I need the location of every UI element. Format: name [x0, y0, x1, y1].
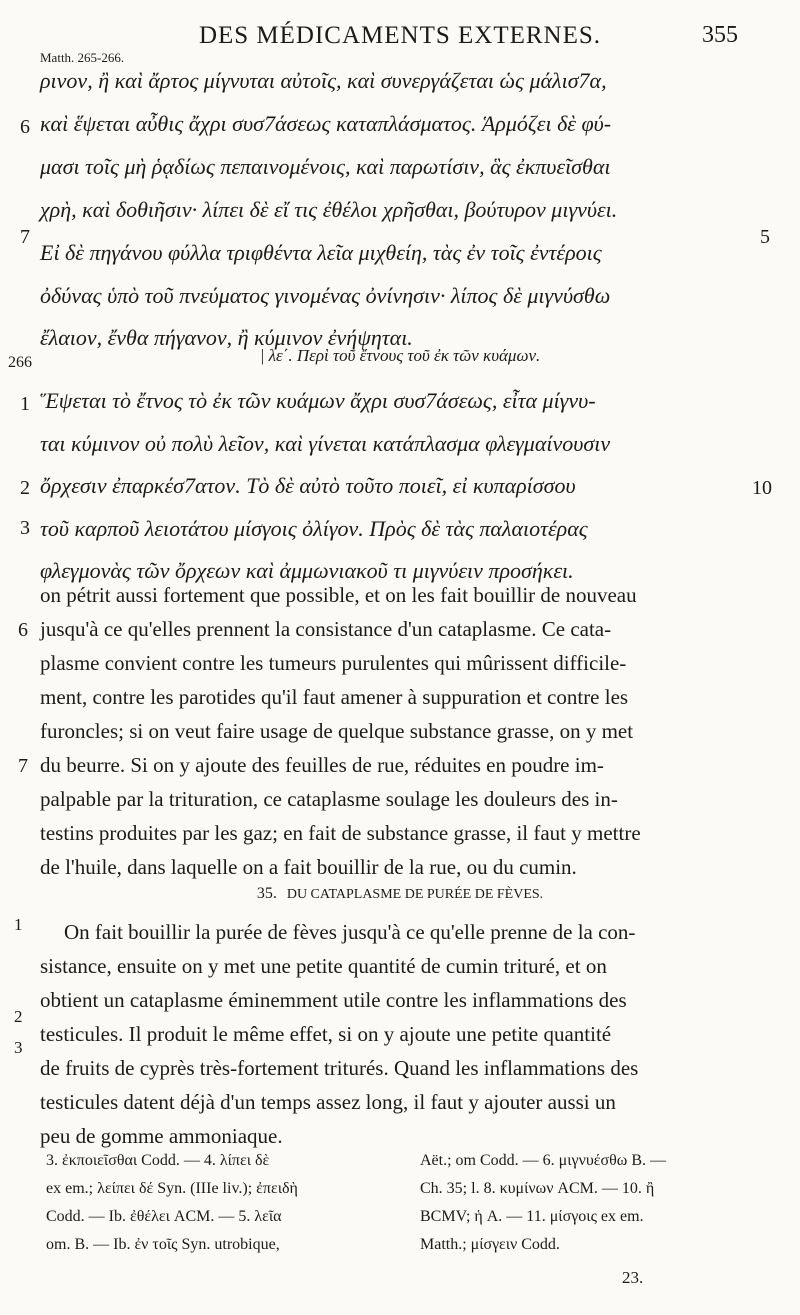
greek-line: Εἰ δὲ πηγάνου φύλλα τριφθέντα λεῖα μιχθείη, τὰς ἐν τοῖς ἐντέροις — [40, 240, 602, 265]
margin-number: 3 — [14, 1038, 23, 1057]
french-line: testicules datent déjà d'un temps assez long, il faut y ajouter aussi un — [40, 1090, 616, 1114]
page-number: 355 — [702, 22, 738, 48]
greek-line: χρὴ, καὶ δοθιῆσιν· λίπει δὲ εἴ τις ἐθέλοι χρῆσθαι, βούτυρον μιγνύει. — [40, 197, 618, 222]
section-title: DU CATAPLASME DE PURÉE DE FÈVES. — [286, 887, 544, 902]
margin-number: 2 — [20, 477, 30, 499]
margin-number: 7 — [20, 226, 30, 248]
greek-line: Ἕψεται τὸ ἔτνος τὸ ἐκ τῶν κυάμων ἄχρι συσ7άσεως, εἶτα μίγνυ- — [40, 388, 596, 413]
french-line: peu de gomme ammoniaque. — [40, 1124, 283, 1148]
french-line: testins produites par les gaz; en fait de substance grasse, il faut y mettre — [40, 821, 641, 845]
french-line: de fruits de cyprès très-fortement triturés. Quand les inflammations des — [40, 1056, 639, 1080]
margin-number: 10 — [752, 477, 772, 499]
french-line: on pétrit aussi fortement que possible, et on les fait bouillir de nouveau — [40, 583, 637, 607]
french-line: obtient un cataplasme éminemment utile contre les inflammations des — [40, 988, 627, 1012]
greek-line: φλεγμονὰς τῶν ὄρχεων καὶ ἀμμωνιακοῦ τι μιγνύειν προσήκει. — [40, 558, 574, 583]
french-line: On fait bouillir la purée de fèves jusqu'à ce qu'elle prenne de la con- — [64, 920, 636, 944]
greek-section-heading: | λε΄. Περὶ τοῦ ἔτνους τοῦ ἐκ τῶν κυάμων. — [259, 346, 541, 365]
footnote-line: om. B. — Ib. ἐν τοῖς Syn. utrobique, — [46, 1236, 280, 1253]
greek-line: τοῦ καρποῦ λειοτάτου μίσγοις ὀλίγον. Πρὸς δὲ τὰς παλαιοτέρας — [40, 516, 588, 541]
margin-number: 3 — [20, 517, 30, 539]
french-line: furoncles; si on veut faire usage de quelque substance grasse, on y met — [40, 719, 634, 743]
page-title: DES MÉDICAMENTS EXTERNES. — [198, 22, 602, 49]
french-line: plasme convient contre les tumeurs purulentes qui mûrissent difficile- — [40, 651, 627, 675]
margin-number: 266 — [8, 354, 32, 371]
french-line: testicules. Il produit le même effet, si on y ajoute une petite quantité — [40, 1022, 612, 1046]
greek-line: μασι τοῖς μὴ ῥᾳδίως πεπαινομένοις, καὶ παρωτίσιν, ἃς ἐκπυεῖσθαι — [40, 154, 611, 179]
footnote-line: Ch. 35; l. 8. κυμίνων ACM. — 10. ἢ — [420, 1180, 655, 1197]
signature-mark: 23. — [622, 1268, 644, 1287]
french-line: de l'huile, dans laquelle on a fait bouillir de la rue, ou du cumin. — [40, 855, 577, 879]
margin-number: 6 — [18, 619, 28, 641]
greek-line: ρινον, ἢ καὶ ἄρτος μίγνυται αὐτοῖς, καὶ συνεργάζεται ὡς μάλισ7α, — [40, 68, 607, 93]
french-line: du beurre. Si on y ajoute des feuilles de rue, réduites en poudre im- — [40, 753, 604, 777]
greek-line: ὄρχεσιν ἐπαρκέσ7ατον. Τὸ δὲ αὐτὸ τοῦτο ποιεῖ, εἰ κυπαρίσσου — [40, 473, 576, 498]
greek-line: ται κύμινον οὐ πολὺ λεῖον, καὶ γίνεται κατάπλασμα φλεγμαίνουσιν — [40, 431, 611, 456]
french-line: palpable par la trituration, ce cataplasme soulage les douleurs des in- — [40, 787, 618, 811]
margin-number: 6 — [20, 116, 30, 138]
footnote-line: Matth.; μίσγειν Codd. — [420, 1236, 560, 1253]
french-line: jusqu'à ce qu'elles prennent la consistance d'un cataplasme. Ce cata- — [40, 617, 612, 641]
margin-number: 7 — [18, 755, 28, 777]
section-number: 35. — [256, 885, 277, 902]
french-line: ment, contre les parotides qu'il faut amener à suppuration et contre les — [40, 685, 629, 709]
footnote-line: BCMV; ἡ A. — 11. μίσγοις ex em. — [420, 1208, 644, 1225]
greek-line: ὀδύνας ὑπὸ τοῦ πνεύματος γινομένας ὀνίνησιν· λίπος δὲ μιγνύσθω — [40, 283, 611, 308]
margin-number: 1 — [20, 393, 30, 415]
footnote-line: Aët.; om Codd. — 6. μιγνυέσθω B. — — [420, 1152, 666, 1169]
footnote-line: ex em.; λείπει δέ Syn. (IIIe liv.); ἐπειδὴ — [46, 1180, 298, 1197]
footnote-line: 3. ἐκποιεῖσθαι Codd. — 4. λίπει δὲ — [46, 1152, 270, 1169]
french-line: sistance, ensuite on y met une petite quantité de cumin trituré, et on — [40, 954, 607, 978]
greek-line: ἔλαιον, ἔνθα πήγανον, ἢ κύμινον ἐνήψηται. — [40, 325, 413, 350]
footnote-line: Codd. — Ib. ἐθέλει ACM. — 5. λεῖα — [46, 1208, 282, 1225]
margin-number: 1 — [14, 915, 23, 934]
greek-line: καὶ ἕψεται αὖθις ἄχρι συσ7άσεως καταπλάσματος. Ἁρμόζει δὲ φύ- — [40, 111, 612, 136]
reference-note: Matth. 265-266. — [40, 50, 125, 65]
french-section-heading — [0, 885, 800, 903]
margin-number: 5 — [760, 226, 770, 248]
margin-number: 2 — [14, 1007, 23, 1026]
